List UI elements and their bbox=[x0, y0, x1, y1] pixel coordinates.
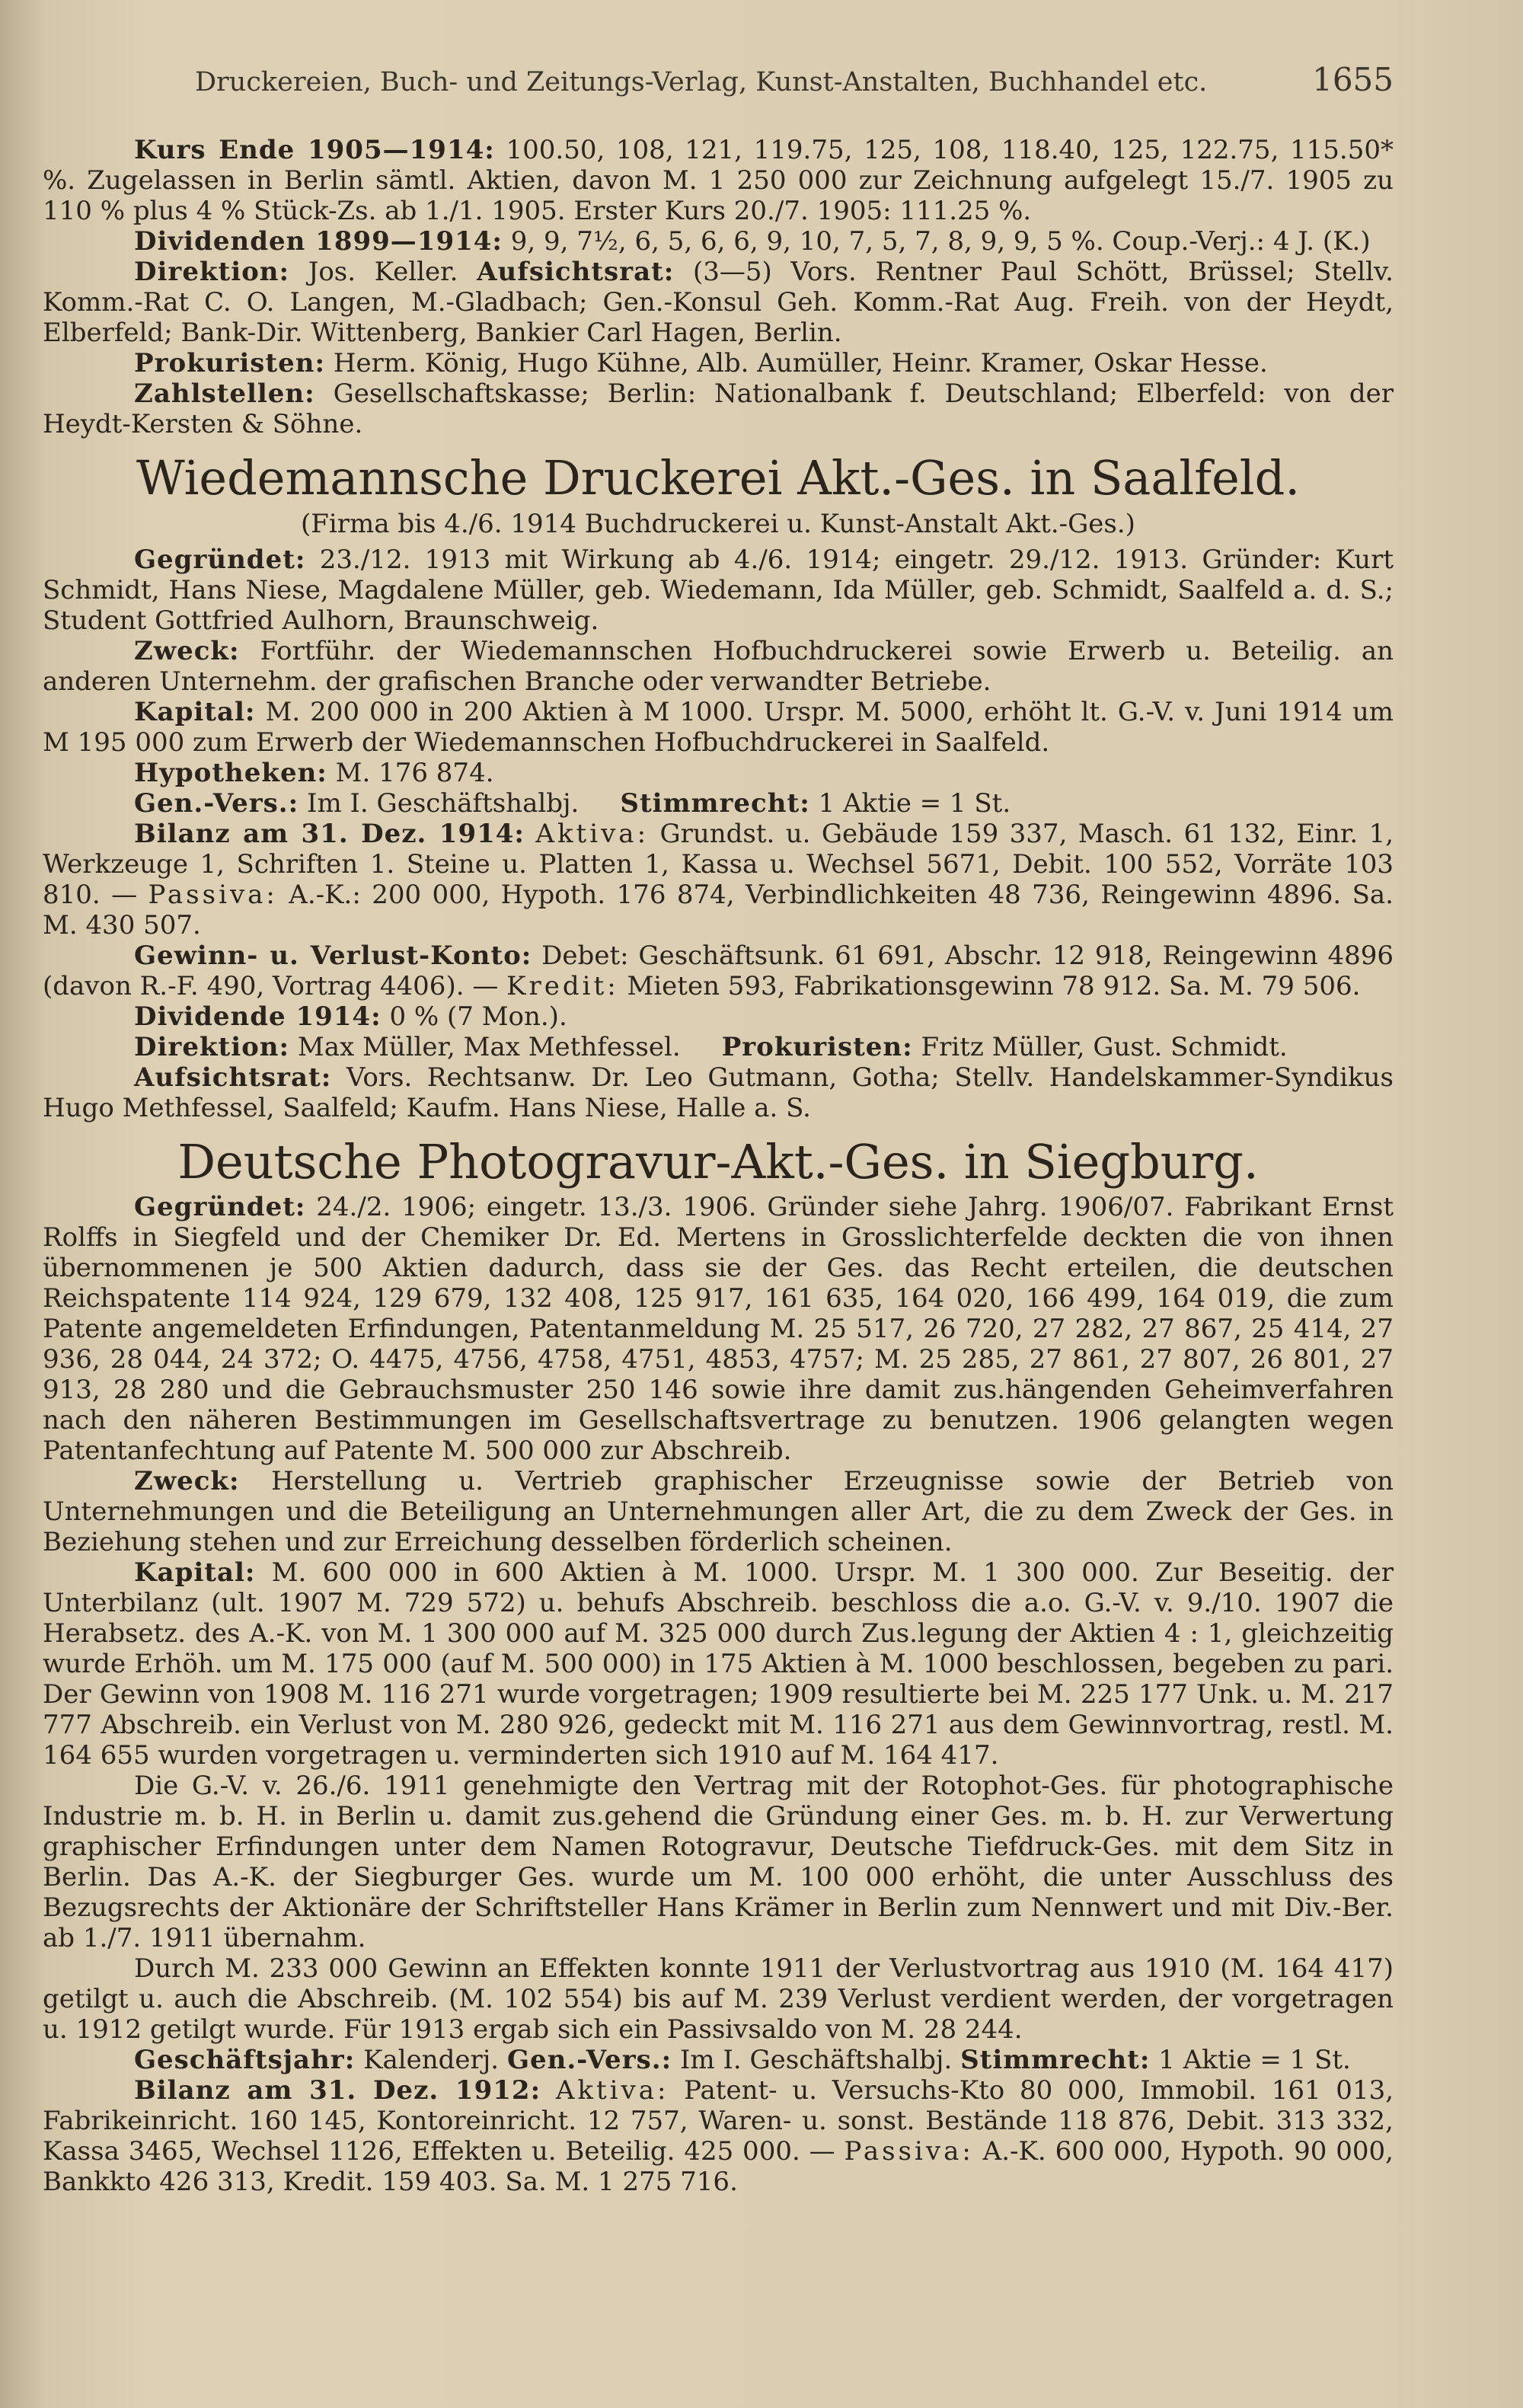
zweck-paragraph bbox=[43, 1466, 1394, 1557]
prokuristen-label: Prokuristen: bbox=[134, 348, 326, 378]
zahlstellen-paragraph bbox=[43, 378, 1394, 439]
zahlstellen-label: Zahlstellen: bbox=[134, 378, 315, 409]
direktion-label: Direktion: bbox=[134, 257, 290, 287]
dividende-text: 0 % (7 Mon.). bbox=[389, 1001, 567, 1032]
dividende-paragraph bbox=[43, 1001, 1394, 1032]
wiedemann-title: Wiedemannsche Druckerei Akt.-Ges. in Saalfeld. bbox=[136, 450, 1301, 506]
kapital-text: M. 600 000 in 600 Aktien à M. 1000. Urspr. M. 1 300 000. Zur Beseitig. der Unterbilanz (ult. 1907 M. 729 572) u. behufs Abschreib. beschloss die a.o. G.-V. v. 9./10. 1907 die Herabsetz. des A.-K. von M. 1 300 000 auf M. 325 000 durch Zus.legung der Aktien 4 : 1, gleichzeitig wurde Erhöh. um M. 175 000 (auf M. 500 000) in 175 Aktien à M. 1000 beschlossen, begeben zu pari. Der Gewinn von 1908 M. 116 271 wurde vorgetragen; 1909 resultierte bei M. 225 177 Unk. u. M. 217 777 Abschreib. ein Verlust von M. 280 926, gedeckt mit M. 116 271 aus dem Gewinnvortrag, restl. M. 164 655 wurden vorgetragen u. verminderten sich 1910 auf M. 164 417. bbox=[43, 1557, 1394, 1771]
aufsichtsrat-text: (3—5) Vors. Rentner Paul Schött, Brüssel; Stellv. Komm.-Rat C. O. Langen, M.-Gladbach; Gen.-Konsul Geh. Komm.-Rat Aug. Freih. von der Heydt, Elberfeld; Bank-Dir. Wittenberg, Bankier Carl Hagen, Berlin. bbox=[43, 257, 1394, 348]
prokuristen-label: Prokuristen: bbox=[721, 1032, 913, 1062]
aufsichtsrat-label: Aufsichtsrat: bbox=[477, 257, 675, 287]
direktion-text: Max Müller, Max Methfessel. bbox=[297, 1032, 681, 1062]
gegruendet-paragraph bbox=[43, 545, 1394, 636]
geschaeftsjahr-text: Kalenderj. bbox=[363, 2045, 500, 2075]
bilanz-aktiva: Grundst. u. Gebäude 159 337, Masch. 61 132, Einr. 1, Werkzeuge 1, Schriften 1. Steine u. Platten 1, Kassa u. Wechsel 5671, Debit. 100 552, Vorräte 103 810. — bbox=[43, 819, 1394, 910]
stimmrecht-text: 1 Aktie = 1 St. bbox=[1158, 2045, 1351, 2075]
bilanz-passiva: A.-K. 600 000, Hypoth. 90 000, Bankkto 426 313, Kredit. 159 403. Sa. M. 1 275 716. bbox=[43, 2136, 1394, 2197]
page-number: 1655 bbox=[1312, 61, 1394, 98]
genvers-text: Im I. Geschäftshalbj. bbox=[679, 2045, 953, 2075]
dividenden-label: Dividenden 1899—1914: bbox=[134, 226, 503, 257]
kurs-paragraph bbox=[43, 135, 1394, 226]
stimmrecht-label: Stimmrecht: bbox=[620, 788, 810, 819]
stimmrecht-label: Stimmrecht: bbox=[960, 2045, 1151, 2075]
geschaeftsjahr-label: Geschäftsjahr: bbox=[134, 2045, 356, 2075]
direktion-aufsichtsrat-paragraph bbox=[43, 257, 1394, 348]
kapital-label: Kapital: bbox=[134, 697, 256, 727]
dividende-label: Dividende 1914: bbox=[134, 1001, 382, 1032]
genvers-vertrag-paragraph: Die G.-V. v. 26./6. 1911 genehmigte den Vertrag mit der Rotophot-Ges. für photographische Industrie m. b. H. in Berlin u. damit zus.gehend die Gründung einer Ges. m. b. H. zur Verwertung graphischer Erfindungen unter dem Namen Rotogravur, Deutsche Tiefdruck-Ges. mit dem Sitz in Berlin. Das A.-K. der Siegburger Ges. wurde um M. 100 000 erhöht, die unter Ausschluss des Bezugsrechts der Aktionäre der Schriftsteller Hans Krämer in Berlin zum Nennwert und mit Div.-Ber. ab 1./7. 1911 übernahm. bbox=[43, 1771, 1394, 1953]
gegruendet-paragraph bbox=[43, 1192, 1394, 1466]
hypotheken-paragraph bbox=[43, 758, 1394, 788]
zweck-label: Zweck: bbox=[134, 636, 240, 666]
prokuristen-text: Fritz Müller, Gust. Schmidt. bbox=[921, 1032, 1288, 1062]
aufsichtsrat-paragraph bbox=[43, 1062, 1394, 1123]
bilanz-label: Bilanz am 31. Dez. 1912: bbox=[134, 2075, 541, 2106]
kapital-label: Kapital: bbox=[134, 1557, 256, 1588]
photogravur-title: Deutsche Photogravur-Akt.-Ges. in Siegburg. bbox=[177, 1134, 1259, 1190]
guv-paragraph bbox=[43, 941, 1394, 1001]
prokuristen-text: Herm. König, Hugo Kühne, Alb. Aumüller, Heinr. Kramer, Oskar Hesse. bbox=[333, 348, 1268, 378]
kapital-text: M. 200 000 in 200 Aktien à M 1000. Urspr. M. 5000, erhöht lt. G.-V. v. Juni 1914 um M 195 000 zum Erwerb der Wiedemannschen Hofbuchdruckerei in Saalfeld. bbox=[43, 697, 1394, 758]
dividenden-text: 9, 9, 7½, 6, 5, 6, 6, 9, 10, 7, 5, 7, 8, 9, 9, 5 %. Coup.-Verj.: 4 J. (K.) bbox=[510, 226, 1371, 257]
kredit-label: Kredit: bbox=[506, 971, 619, 1001]
zweck-paragraph bbox=[43, 636, 1394, 697]
photogravur-entry bbox=[43, 1134, 1394, 2197]
passiva-label: Passiva: bbox=[148, 880, 278, 910]
aufsichtsrat-label: Aufsichtsrat: bbox=[134, 1062, 332, 1093]
prokuristen-paragraph bbox=[43, 348, 1394, 378]
wiedemann-subtitle: (Firma bis 4./6. 1914 Buchdruckerei u. Kunst-Anstalt Akt.-Ges.) bbox=[301, 509, 1135, 539]
aufsichtsrat-text: Vors. Rechtsanw. Dr. Leo Gutmann, Gotha; Stellv. Handelskammer-Syndikus Hugo Methfessel, Saalfeld; Kaufm. Hans Niese, Halle a. S. bbox=[43, 1062, 1394, 1123]
running-header bbox=[43, 61, 1394, 98]
zweck-text: Fortführ. der Wiedemannschen Hofbuchdruckerei sowie Erwerb u. Beteilig. an anderen Unternehm. der grafischen Branche oder verwandter Betriebe. bbox=[43, 636, 1394, 697]
dividenden-paragraph bbox=[43, 226, 1394, 257]
kurs-text: 100.50, 108, 121, 119.75, 125, 108, 118.40, 125, 122.75, 115.50* %. Zugelassen in Berlin sämtl. Aktien, davon M. 1 250 000 zur Zeichnung aufgelegt 15./7. 1905 zu 110 % plus 4 % Stück-Zs. ab 1./1. 1905. Erster Kurs 20./7. 1905: 111.25 %. bbox=[43, 135, 1394, 226]
genvers-text: Im I. Geschäftshalbj. bbox=[307, 788, 580, 819]
zweck-label: Zweck: bbox=[134, 1466, 240, 1496]
aktiva-label: Aktiva: bbox=[535, 819, 650, 849]
gegruendet-label: Gegründet: bbox=[134, 1192, 306, 1222]
kapital-paragraph bbox=[43, 697, 1394, 758]
guv-debet: Debet: Geschäftsunk. 61 691, Abschr. 12 918, Reingewinn 4896 (davon R.-F. 490, Vortrag 4406). — bbox=[43, 941, 1394, 1001]
hypotheken-label: Hypotheken: bbox=[134, 758, 327, 788]
previous-company-tail bbox=[43, 135, 1394, 439]
bilanz-passiva: A.-K.: 200 000, Hypoth. 176 874, Verbindlichkeiten 48 736, Reingewinn 4896. Sa. M. 430 507. bbox=[43, 880, 1394, 941]
direktion-prokuristen-paragraph bbox=[43, 1032, 1394, 1062]
bilanz-paragraph bbox=[43, 819, 1394, 941]
zweck-text: Herstellung u. Vertrieb graphischer Erzeugnisse sowie der Betrieb von Unternehmungen und die Beteiligung an Unternehmungen aller Art, die zu dem Zweck der Ges. in Beziehung stehen und zur Erreichung desselben förderlich scheinen. bbox=[43, 1466, 1394, 1557]
hypotheken-text: M. 176 874. bbox=[335, 758, 494, 788]
bilanz-paragraph bbox=[43, 2075, 1394, 2197]
kapital-paragraph bbox=[43, 1557, 1394, 1771]
guv-kredit: Mieten 593, Fabrikationsgewinn 78 912. Sa. M. 79 506. bbox=[627, 971, 1361, 1001]
genvers-label: Gen.-Vers.: bbox=[134, 788, 299, 819]
aktiva-label: Aktiva: bbox=[555, 2075, 669, 2106]
gewinn-effekten-paragraph: Durch M. 233 000 Gewinn an Effekten konnte 1911 der Verlustvortrag aus 1910 (M. 164 417) getilgt u. auch die Abschreib. (M. 102 554) bis auf M. 239 Verlust verdient werden, der vorgetragen u. 1912 getilgt wurde. Für 1913 ergab sich ein Passivsaldo von M. 28 244. bbox=[43, 1953, 1394, 2045]
genvers-label: Gen.-Vers.: bbox=[506, 2045, 672, 2075]
bilanz-aktiva: Patent- u. Versuchs-Kto 80 000, Immobil. 161 013, Fabrikeinricht. 160 145, Kontoreinricht. 12 757, Waren- u. sonst. Bestände 118 876, Debit. 313 332, Kassa 3465, Wechsel 1126, Effekten u. Beteilig. 425 000. — bbox=[43, 2075, 1394, 2167]
wiedemann-entry bbox=[43, 450, 1394, 1123]
running-title: Druckereien, Buch- und Zeitungs-Verlag, Kunst-Anstalten, Buchhandel etc. bbox=[195, 67, 1208, 97]
geschaeftsjahr-paragraph bbox=[43, 2045, 1394, 2075]
gegruendet-text: 24./2. 1906; eingetr. 13./3. 1906. Gründer siehe Jahrg. 1906/07. Fabrikant Ernst Rolffs in Siegfeld und der Chemiker Dr. Ed. Mertens in Grosslichterfelde deckten die von ihnen übernommenen je 500 Aktien dadurch, dass sie der Ges. das Recht erteilen, die deutschen Reichspatente 114 924, 129 679, 132 408, 125 917, 161 635, 164 020, 166 499, 164 019, die zum Patente angemeldeten Erfindungen, Patentanmeldung M. 25 517, 26 720, 27 282, 27 867, 25 414, 27 936, 28 044, 24 372; O. 4475, 4756, 4758, 4751, 4853, 4757; M. 25 285, 27 861, 27 807, 26 801, 27 913, 28 280 und die Gebrauchsmuster 250 146 sowie ihre damit zus.hängenden Geheimverfahren nach den näheren Bestimmungen im Gesellschaftsvertrage zu benutzen. 1906 gelangten wegen Patentanfechtung auf Patente M. 500 000 zur Abschreib. bbox=[43, 1192, 1394, 1466]
kurs-label: Kurs Ende 1905—1914: bbox=[134, 135, 495, 165]
genvers-paragraph bbox=[43, 788, 1394, 819]
guv-label: Gewinn- u. Verlust-Konto: bbox=[134, 941, 532, 971]
gegruendet-label: Gegründet: bbox=[134, 545, 306, 575]
zahlstellen-text: Gesellschaftskasse; Berlin: Nationalbank f. Deutschland; Elberfeld: von der Heydt-Kersten & Söhne. bbox=[43, 378, 1394, 439]
stimmrecht-text: 1 Aktie = 1 St. bbox=[818, 788, 1011, 819]
bilanz-label: Bilanz am 31. Dez. 1914: bbox=[134, 819, 525, 849]
direktion-label: Direktion: bbox=[134, 1032, 290, 1062]
passiva-label: Passiva: bbox=[844, 2136, 974, 2167]
gegruendet-text: 23./12. 1913 mit Wirkung ab 4./6. 1914; eingetr. 29./12. 1913. Gründer: Kurt Schmidt, Hans Niese, Magdalene Müller, geb. Wiedemann, Ida Müller, geb. Schmidt, Saalfeld a. d. S.; Student Gottfried Aulhorn, Braunschweig. bbox=[43, 545, 1394, 636]
direktion-text: Jos. Keller. bbox=[308, 257, 458, 287]
